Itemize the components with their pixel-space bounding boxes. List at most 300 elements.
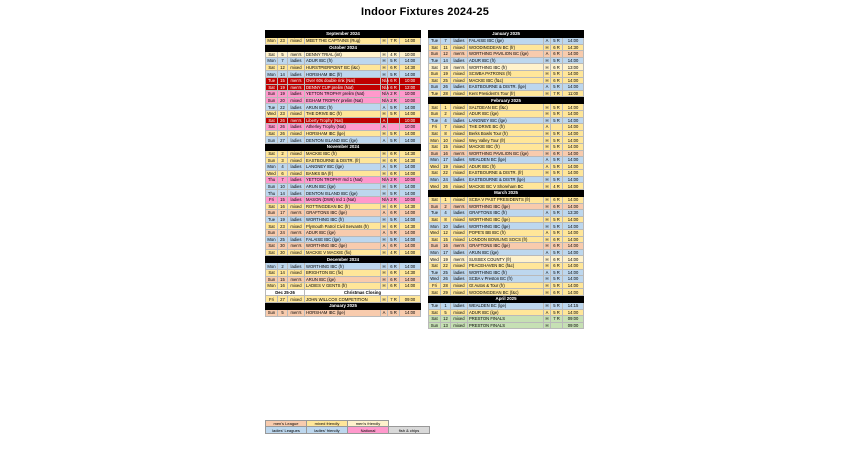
fixture-rink-cell: 5 R [551,223,563,230]
fixture-event-cell: MACKIE IBC (fr) [305,150,381,157]
fixture-date-cell: 12 [441,230,451,237]
month-header-row [266,256,421,263]
fixture-ha-cell: A [544,309,551,316]
fixture-time-cell: 14:00 [563,236,584,243]
fixture-day-cell: Sun [429,243,441,250]
fixture-ha-cell: H [545,117,549,123]
fixture-ha-cell: A [544,210,551,217]
fixture-date-cell: 4 [441,117,451,124]
fixture-cat-cell: ladies [288,197,305,204]
fixture-cat-cell: ladies [288,137,305,144]
fixture-row [429,150,584,157]
fixture-row [266,236,421,243]
fixture-rink-cell: 5 R [551,282,563,289]
fixture-event-cell: WEALDEN BC (lge) [468,302,544,309]
fixture-rink-cell: 6 R [388,170,400,177]
fixture-row [266,38,421,45]
fixture-time-cell: 14:00 [400,71,421,78]
fixture-ha-cell: H [545,150,549,156]
fixture-event-cell: LADIES V GENTS (fr) [305,283,381,290]
fixture-rink-cell: 7 R [388,38,400,45]
fixture-time-cell: 14:15 [563,302,584,309]
fixture-day-cell: Wed [430,183,439,189]
fixtures-table-left [265,30,421,317]
fixture-date-cell: 19 [278,216,288,223]
fixture-day-cell: Thu [266,190,278,197]
fixture-time-cell: 14:00 [563,176,584,183]
fixture-ha-cell: H [382,64,386,70]
fixture-ha-cell: A [381,124,388,131]
fixture-ha-cell: H [382,250,386,255]
fixture-event-cell: THE DRIVE BC (fr) [305,110,381,117]
fixture-ha-cell: H [382,190,386,196]
fixture-row [266,71,421,78]
fixture-date-cell: 12 [441,51,451,58]
fixture-date-cell: 10 [441,223,451,230]
fixture-rink-cell: 4 R [551,183,563,190]
fixture-rink-cell: 6 R [551,256,563,263]
fixture-ha-cell: A [544,38,551,45]
fixture-ha-cell: H [382,71,386,77]
page-title: Indoor Fixtures 2024-25 [360,6,490,18]
fixture-event-cell: Liberty Trophy (Nat) [305,117,381,124]
fixture-row [429,223,584,230]
fixture-time-cell: 14:00 [400,104,421,111]
fixture-rink-cell: 6 R [388,84,400,91]
month-header-row [429,295,584,302]
fixture-row [266,216,421,223]
fixture-day-cell: Sun [266,210,278,217]
fixture-date-cell: 2 [441,110,451,117]
fixture-date-cell: 19 [278,84,288,91]
fixture-event-cell: WORTHING IBC (fr) [305,216,381,223]
fixture-time-cell: 14:00 [400,190,421,197]
fixture-event-cell: Kent President's Tour (fr) [468,90,544,97]
fixture-cat-cell: men's [288,230,305,237]
fixture-day-cell: Sat [429,143,441,150]
fixture-cat-cell: mixed [451,322,468,329]
fixture-row [429,236,584,243]
fixture-row [429,269,584,276]
fixture-ha-cell: A [381,104,388,111]
fixture-time-cell: 14:00 [563,230,584,237]
fixture-rink-cell: 2 R [388,97,400,104]
month-header-row [266,31,421,38]
fixture-rink-cell: 6 R [551,289,563,296]
month-label: September 2024 [266,31,421,38]
fixture-event-cell: MACKIE BC V Shoreham BC [468,183,544,190]
fixture-cat-cell: mixed [451,170,468,177]
fixture-ha-cell: A [544,51,551,58]
fixture-rink-cell: 6 R [388,203,400,210]
fixture-cat-cell: ladies [451,176,468,183]
fixture-date-cell: 26 [441,276,451,283]
fixture-ha-cell: N/A [382,84,389,90]
fixture-rink-cell: 6 R [551,263,563,270]
fixture-date-cell: 14 [278,270,288,277]
fixture-rink-cell: 6 R [551,203,563,210]
fixture-cat-cell: mixed [451,263,468,270]
fixture-event-cell: EGHAM TROPHY prelim (Nat) [305,97,381,104]
fixture-day-cell: Thu [266,177,278,184]
right-fixtures-column [428,30,583,329]
fixture-day-cell: Wed [430,276,439,282]
fixture-time-cell: 14:00 [563,124,584,131]
fixture-day-cell: Sat [266,150,278,157]
fixture-rink-cell: 2 R [388,197,400,204]
fixture-row [429,176,584,183]
fixture-time-cell: 14:00 [400,183,421,190]
fixture-event-cell: MEET THE CAPTAINS (Rug) [305,38,381,45]
fixture-row [266,64,421,71]
closing-dates: Dec 25-26 [266,289,305,296]
fixture-day-cell: Sat [429,130,441,137]
fixture-ha-cell: A [381,137,388,144]
fixture-ha-cell: N/A [382,97,389,103]
fixture-ha-cell: H [545,282,549,288]
fixture-rink-cell: 5 R [551,117,563,124]
fixture-date-cell: 27 [278,296,288,303]
fixture-row [429,216,584,223]
fixture-time-cell: 10:00 [400,77,421,84]
fixture-cat-cell: ladies [451,249,468,256]
fixture-event-cell: WORTHING IBC (fr) [305,263,381,270]
fixture-row [429,302,584,309]
fixture-row [266,309,421,316]
fixture-rink-cell: 6 R [388,157,400,164]
fixture-row [266,58,421,65]
fixture-ha-cell: H [382,270,386,276]
fixture-date-cell: 13 [441,322,451,329]
closing-label: Christmas Closing [305,289,421,296]
fixture-cat-cell: mixed [451,110,468,117]
fixture-event-cell: ADUR IBC (fr) [305,58,381,65]
legend-item: National [348,427,389,433]
fixture-time-cell: 09:00 [400,296,421,303]
fixture-cat-cell: mixed [451,236,468,243]
fixture-day-cell: Sat [266,51,278,58]
fixture-cat-cell: men's [288,51,305,58]
fixture-time-cell: 14:30 [400,270,421,277]
fixture-rink-cell: 5 R [551,110,563,117]
fixture-row [266,177,421,184]
fixture-date-cell: 18 [441,64,451,71]
fixture-date-cell: 14 [441,57,451,64]
fixture-event-cell: ADUR IBC (lge) [468,309,544,316]
fixture-event-cell: SUSSEX COUNTY (fr) [468,256,544,263]
fixture-ha-cell: A [544,230,551,237]
fixture-date-cell: 7 [441,124,451,131]
fixture-time-cell: 14:00 [563,57,584,64]
fixture-cat-cell: men's [451,64,468,71]
fixture-ha-cell: H [545,263,549,269]
fixture-day-cell: Sat [266,223,278,230]
fixture-date-cell: 1 [441,302,451,309]
month-label: March 2025 [429,190,584,197]
fixture-rink-cell: 6 R [388,64,400,71]
fixture-row [266,164,421,171]
month-header-row [266,143,421,150]
fixture-date-cell: 17 [278,210,288,217]
fixture-day-cell: Sat [429,216,441,223]
fixture-row [429,130,584,137]
fixture-rink-cell [551,124,563,131]
fixture-time-cell: 14:00 [400,249,421,256]
fixture-rink-cell: 6 R [388,283,400,290]
fixture-date-cell: 10 [278,183,288,190]
fixture-day-cell: Tue [429,90,441,97]
fixture-event-cell: WORTHING PAVILION BC (lge) [468,51,544,58]
fixture-ha-cell: A [544,157,551,164]
fixture-time-cell: 11:00 [563,90,584,97]
month-header-row [429,97,584,104]
fixture-day-cell: Sat [429,104,441,111]
fixture-ha-cell: H [382,111,386,117]
fixture-row [429,197,584,204]
fixture-day-cell: Mon [267,283,276,289]
fixture-day-cell: Sun [429,84,441,91]
fixture-time-cell: 10:00 [400,97,421,104]
fixture-cat-cell: mixed [288,38,305,45]
fixture-time-cell: 14:00 [563,70,584,77]
fixture-day-cell: Tue [266,77,278,84]
fixture-date-cell: 5 [278,51,288,58]
fixture-rink-cell: 5 R [388,137,400,144]
fixture-event-cell: GRAFTONS IBC (lge) [305,210,381,217]
fixture-day-cell: Sat [429,197,441,204]
fixture-cat-cell: mixed [451,216,468,223]
fixture-row [266,137,421,144]
fixture-cat-cell: ladies [288,124,305,131]
fixture-date-cell: 1 [441,104,451,111]
fixture-date-cell: 30 [278,243,288,250]
fixture-row [429,316,584,323]
fixture-event-cell: HURSTPIERPOINT BC (l&c) [305,64,381,71]
fixture-date-cell: 25 [441,269,451,276]
fixture-row [266,270,421,277]
fixture-rink-cell: 7 R [551,316,563,323]
fixture-row [266,124,421,131]
fixture-rink-cell: 5 R [551,276,563,283]
fixture-time-cell: 14:00 [563,216,584,223]
fixture-time-cell: 12:00 [400,84,421,91]
fixture-row [429,163,584,170]
fixture-date-cell: 28 [441,282,451,289]
fixture-row [266,190,421,197]
fixture-event-cell: Atherley Trophy (Nat) [305,124,381,131]
fixture-rink-cell: 5 R [388,190,400,197]
fixture-cat-cell: mixed [451,130,468,137]
fixture-event-cell: PRESTON FINALS [468,316,544,323]
fixture-day-cell: Sat [266,84,278,91]
fixture-row [266,249,421,256]
left-fixtures-column [265,30,420,317]
fixture-day-cell: Sun [429,322,441,329]
fixture-day-cell: Fri [266,197,278,204]
fixture-rink-cell: 6 R [388,276,400,283]
fixture-rink-cell [551,322,563,329]
fixture-day-cell: Sat [266,117,278,124]
fixture-row [429,64,584,71]
fixture-cat-cell: men's [288,84,305,91]
fixture-ha-cell: H [545,223,549,229]
fixture-row [429,282,584,289]
fixture-day-cell: Wed [430,256,439,262]
fixture-ha-cell: H [545,111,549,117]
fixture-cat-cell: men's [288,77,305,84]
fixture-day-cell: Sun [266,97,278,104]
fixture-date-cell: 19 [278,91,288,98]
fixture-rink-cell [388,117,400,124]
fixture-cat-cell: ladies [451,157,468,164]
fixture-cat-cell: mixed [451,316,468,323]
fixture-row [429,51,584,58]
fixture-cat-cell: mixed [451,282,468,289]
fixture-rink-cell: 5 R [551,210,563,217]
fixture-ha-cell: H [545,203,549,209]
fixture-cat-cell: mixed [288,130,305,137]
fixture-date-cell: 8 [441,216,451,223]
fixture-day-cell: Mon [430,177,439,183]
fixture-ha-cell: H [545,217,549,223]
fixture-event-cell: BANKS BA (fr) [305,170,381,177]
fixture-day-cell: Sat [429,77,441,84]
fixture-date-cell: 1 [441,197,451,204]
fixture-time-cell: 14:00 [400,110,421,117]
fixture-rink-cell: 6 R [551,197,563,204]
fixture-ha-cell: H [545,197,549,203]
fixture-cat-cell: ladies [451,269,468,276]
fixture-rink-cell: 6 R [551,243,563,250]
fixtures-table-right [428,30,584,329]
fixture-date-cell: 20 [278,97,288,104]
fixture-cat-cell: mixed [288,223,305,230]
fixture-rink-cell: 5 R [388,71,400,78]
fixture-cat-cell: ladies [288,58,305,65]
fixture-time-cell: 14:30 [563,44,584,51]
fixture-day-cell: Sun [429,70,441,77]
fixture-day-cell: Wed [430,230,439,236]
fixture-cat-cell: mixed [288,64,305,71]
legend-item: men's League [266,421,307,427]
fixture-time-cell: 14:00 [563,309,584,316]
fixture-day-cell: Fri [429,124,441,131]
fixture-ha-cell: H [545,71,549,77]
fixture-date-cell: 25 [278,236,288,243]
fixture-rink-cell [388,124,400,131]
fixture-ha-cell: H [382,263,386,269]
fixture-event-cell: WORTHING IBC (lge) [305,243,381,250]
fixture-cat-cell: mixed [451,137,468,144]
fixture-rink-cell: 5 R [551,216,563,223]
fixture-row [429,70,584,77]
fixture-row [266,157,421,164]
fixture-time-cell: 14:00 [563,263,584,270]
fixture-row [266,283,421,290]
fixture-day-cell: Mon [267,236,276,242]
fixture-day-cell: Sun [266,230,278,237]
fixture-time-cell: 14:00 [563,223,584,230]
fixture-rink-cell: 5 R [388,130,400,137]
fixture-cat-cell: men's [288,309,305,316]
closing-row [266,289,421,296]
fixture-date-cell: 8 [441,130,451,137]
fixture-cat-cell: ladies [288,104,305,111]
fixture-event-cell: ADUR IBC (lge) [305,230,381,237]
fixture-day-cell: Tue [266,216,278,223]
fixture-time-cell: 10:00 [400,177,421,184]
fixture-event-cell: SALTDEAN BC (f&c) [468,104,544,111]
fixture-date-cell: 23 [278,38,288,45]
fixture-rink-cell: 5 R [551,143,563,150]
fixture-day-cell: Sun [429,51,441,58]
fixture-rink-cell: 7 R [551,90,563,97]
fixture-rink-cell: 6 R [388,210,400,217]
fixture-rink-cell: 5 R [551,269,563,276]
fixture-day-cell: Sun [429,150,441,157]
fixture-date-cell: 23 [278,110,288,117]
fixture-row [429,263,584,270]
fixture-rink-cell: 4 R [388,51,400,58]
fixture-date-cell: 29 [441,289,451,296]
fixture-ha-cell: H [382,184,386,190]
fixture-event-cell: PEACEHAVEN BC (f&c) [468,263,544,270]
fixture-time-cell: 10:00 [400,117,421,124]
fixture-date-cell: 17 [441,157,451,164]
month-header-row [429,190,584,197]
fixture-day-cell: Mon [267,164,276,170]
fixture-rink-cell: 6 R [388,77,400,84]
fixture-day-cell: Mon [267,58,276,64]
fixture-row [429,210,584,217]
fixture-date-cell: 11 [441,44,451,51]
fixture-event-cell: WORTHING IBC (fr) [468,64,544,71]
fixture-time-cell: 09:00 [563,322,584,329]
fixture-date-cell: 10 [441,137,451,144]
legend-row [266,427,430,433]
fixture-time-cell: 14:00 [400,236,421,243]
fixture-day-cell: Sun [266,309,278,316]
fixture-day-cell: Wed [430,163,439,169]
fixture-row [429,84,584,91]
fixture-time-cell: 14:00 [400,38,421,45]
fixture-day-cell: Tue [429,210,441,217]
fixture-cat-cell: men's [451,256,468,263]
fixture-rink-cell: 6 R [551,236,563,243]
fixture-rink-cell: 5 R [388,58,400,65]
fixture-day-cell: Sat [429,170,441,177]
fixture-date-cell: 26 [278,117,288,124]
fixture-ha-cell: H [545,64,549,70]
fixture-cat-cell: ladies [451,302,468,309]
fixture-event-cell: MASON (DW6) rnd 1 (Nat) [305,197,381,204]
fixture-cat-cell: mixed [288,170,305,177]
month-label: April 2025 [429,295,584,302]
fixture-cat-cell: mixed [288,296,305,303]
fixture-ha-cell: N/A [382,177,389,183]
fixture-date-cell: 17 [441,249,451,256]
fixture-time-cell: 14:00 [563,170,584,177]
fixture-ha-cell: H [382,217,386,223]
fixture-cat-cell: ladies [288,190,305,197]
fixture-event-cell: ROTTINGDEAN BC (fr) [305,203,381,210]
fixture-date-cell: 15 [441,236,451,243]
fixture-ha-cell: H [545,130,549,136]
fixture-rink-cell: 5 R [551,230,563,237]
fixture-cat-cell: mixed [451,289,468,296]
fixture-row [429,157,584,164]
fixture-date-cell: 25 [441,77,451,84]
